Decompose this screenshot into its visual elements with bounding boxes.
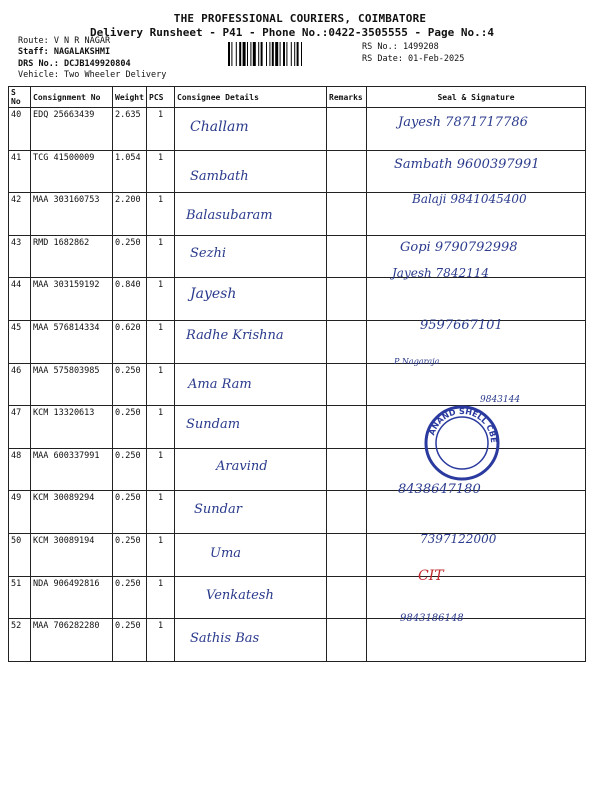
row-sno: 49: [9, 491, 31, 534]
col-header-consignee: Consignee Details: [175, 87, 327, 108]
row-consignment-no: EDQ 25663439: [31, 108, 113, 151]
row-sno: 51: [9, 576, 31, 619]
signature-handwriting: Gopi 9790792998: [400, 240, 518, 256]
row-pcs: 1: [147, 448, 175, 491]
row-sno: 42: [9, 193, 31, 236]
runsheet-table: [8, 86, 586, 662]
row-sno: 43: [9, 235, 31, 278]
signature-handwriting: 8438647180: [398, 482, 481, 498]
row-weight: 2.200: [113, 193, 147, 236]
row-pcs: 1: [147, 193, 175, 236]
row-weight: 0.250: [113, 363, 147, 406]
row-consignment-no: KCM 30089194: [31, 533, 113, 576]
row-remarks-cell: [327, 108, 367, 151]
row-remarks-cell: [327, 491, 367, 534]
row-consignment-no: MAA 706282280: [31, 619, 113, 662]
consignee-handwriting: Sezhi: [190, 246, 226, 262]
row-weight: 1.054: [113, 150, 147, 193]
row-signature-cell: [367, 363, 586, 406]
table-row: [9, 576, 586, 619]
row-pcs: 1: [147, 619, 175, 662]
row-weight: 0.620: [113, 320, 147, 363]
consignee-handwriting: Uma: [210, 546, 242, 561]
row-signature-cell: [367, 619, 586, 662]
row-consignment-no: MAA 600337991: [31, 448, 113, 491]
row-consignment-no: KCM 13320613: [31, 406, 113, 449]
row-sno: 50: [9, 533, 31, 576]
staff-label: Staff: NAGALAKSHMI: [18, 47, 111, 57]
row-sno: 48: [9, 448, 31, 491]
signature-handwriting: Balaji 9841045400: [412, 192, 527, 207]
row-consignment-no: KCM 30089294: [31, 491, 113, 534]
consignee-handwriting: Venkatesh: [206, 587, 274, 603]
row-weight: 0.250: [113, 448, 147, 491]
row-consignment-no: MAA 303159192: [31, 278, 113, 321]
row-weight: 0.250: [113, 235, 147, 278]
row-remarks-cell: [327, 533, 367, 576]
company-title: THE PROFESSIONAL COURIERS, COIMBATORE: [173, 12, 427, 25]
row-sno: 45: [9, 320, 31, 363]
row-sno: 41: [9, 150, 31, 193]
row-sno: 44: [9, 278, 31, 321]
row-remarks-cell: [327, 320, 367, 363]
row-pcs: 1: [147, 278, 175, 321]
signature-handwriting: Jayesh 7871717786: [398, 115, 528, 130]
seal-stamp: [423, 404, 501, 482]
row-sno: 52: [9, 619, 31, 662]
row-pcs: 1: [147, 363, 175, 406]
signature-handwriting: CIT: [418, 567, 444, 584]
row-consignment-no: MAA 303160753: [31, 193, 113, 236]
row-consignee-cell: [175, 533, 327, 576]
col-header-pcs: PCS: [147, 87, 175, 108]
consignee-handwriting: Sundam: [186, 416, 241, 432]
row-pcs: 1: [147, 576, 175, 619]
signature-handwriting: Sambath 9600397991: [394, 156, 540, 172]
col-header-remarks: Remarks: [327, 87, 367, 108]
consignee-handwriting: Challam: [190, 119, 249, 135]
row-remarks-cell: [327, 406, 367, 449]
col-header-weight: Weight: [113, 87, 147, 108]
consignee-handwriting: Sundar: [194, 502, 242, 518]
signature-handwriting: 9843186148: [400, 613, 464, 625]
table-row: [9, 278, 586, 321]
row-weight: 0.250: [113, 533, 147, 576]
row-weight: 0.250: [113, 576, 147, 619]
drs-label: DRS No.: DCJB149920804: [18, 59, 131, 69]
consignee-handwriting: Balasubaram: [186, 208, 273, 224]
row-remarks-cell: [327, 235, 367, 278]
signature-handwriting: P Nagaraja: [394, 357, 440, 367]
consignee-handwriting: Jayesh: [190, 285, 237, 302]
row-consignment-no: MAA 575803985: [31, 363, 113, 406]
row-pcs: 1: [147, 235, 175, 278]
stamp-text: ANAND SHELL CBE: [427, 406, 499, 444]
signature-handwriting: Jayesh 7842114: [392, 265, 489, 280]
row-weight: 0.250: [113, 406, 147, 449]
col-header-sno: S No: [9, 87, 31, 108]
row-pcs: 1: [147, 320, 175, 363]
row-consignment-no: MAA 576814334: [31, 320, 113, 363]
rs-date-label: RS Date: 01-Feb-2025: [362, 54, 465, 64]
row-sno: 47: [9, 406, 31, 449]
row-remarks-cell: [327, 448, 367, 491]
row-sno: 46: [9, 363, 31, 406]
runsheet-title: Delivery Runsheet - P41 - Phone No.:0422-3505555 - Page No.:4: [90, 26, 494, 39]
route-label: Route: V N R NAGAR: [18, 36, 111, 46]
row-pcs: 1: [147, 533, 175, 576]
col-header-consignment: Consignment No: [31, 87, 113, 108]
table-row: [9, 619, 586, 662]
signature-handwriting: 9597667101: [420, 317, 503, 333]
vehicle-label: Vehicle: Two Wheeler Delivery: [18, 70, 167, 80]
signature-handwriting: 7397122000: [420, 532, 497, 546]
row-remarks-cell: [327, 363, 367, 406]
row-weight: 2.635: [113, 108, 147, 151]
table-header-row: [9, 87, 586, 108]
col-header-signature: Seal & Signature: [367, 87, 586, 108]
row-pcs: 1: [147, 150, 175, 193]
row-pcs: 1: [147, 406, 175, 449]
row-signature-cell: [367, 278, 586, 321]
table-row: [9, 533, 586, 576]
row-remarks-cell: [327, 619, 367, 662]
row-consignment-no: TCG 41500009: [31, 150, 113, 193]
row-sno: 40: [9, 108, 31, 151]
row-weight: 0.840: [113, 278, 147, 321]
row-remarks-cell: [327, 278, 367, 321]
row-pcs: 1: [147, 108, 175, 151]
row-weight: 0.250: [113, 491, 147, 534]
row-consignment-no: RMD 1682862: [31, 235, 113, 278]
consignee-handwriting: Aravind: [216, 458, 268, 474]
row-pcs: 1: [147, 491, 175, 534]
consignee-handwriting: Sathis Bas: [190, 631, 260, 647]
consignee-handwriting: Sambath: [190, 168, 249, 184]
barcode: [228, 42, 356, 66]
consignee-handwriting: Ama Ram: [188, 377, 252, 393]
row-remarks-cell: [327, 193, 367, 236]
table-row: [9, 491, 586, 534]
row-remarks-cell: [327, 576, 367, 619]
row-remarks-cell: [327, 150, 367, 193]
consignee-handwriting: Radhe Krishna: [186, 327, 284, 343]
signature-handwriting: 9843144: [480, 394, 521, 405]
row-consignment-no: NDA 906492816: [31, 576, 113, 619]
row-weight: 0.250: [113, 619, 147, 662]
rs-no-label: RS No.: 1499208: [362, 42, 439, 52]
row-signature-cell: [367, 576, 586, 619]
